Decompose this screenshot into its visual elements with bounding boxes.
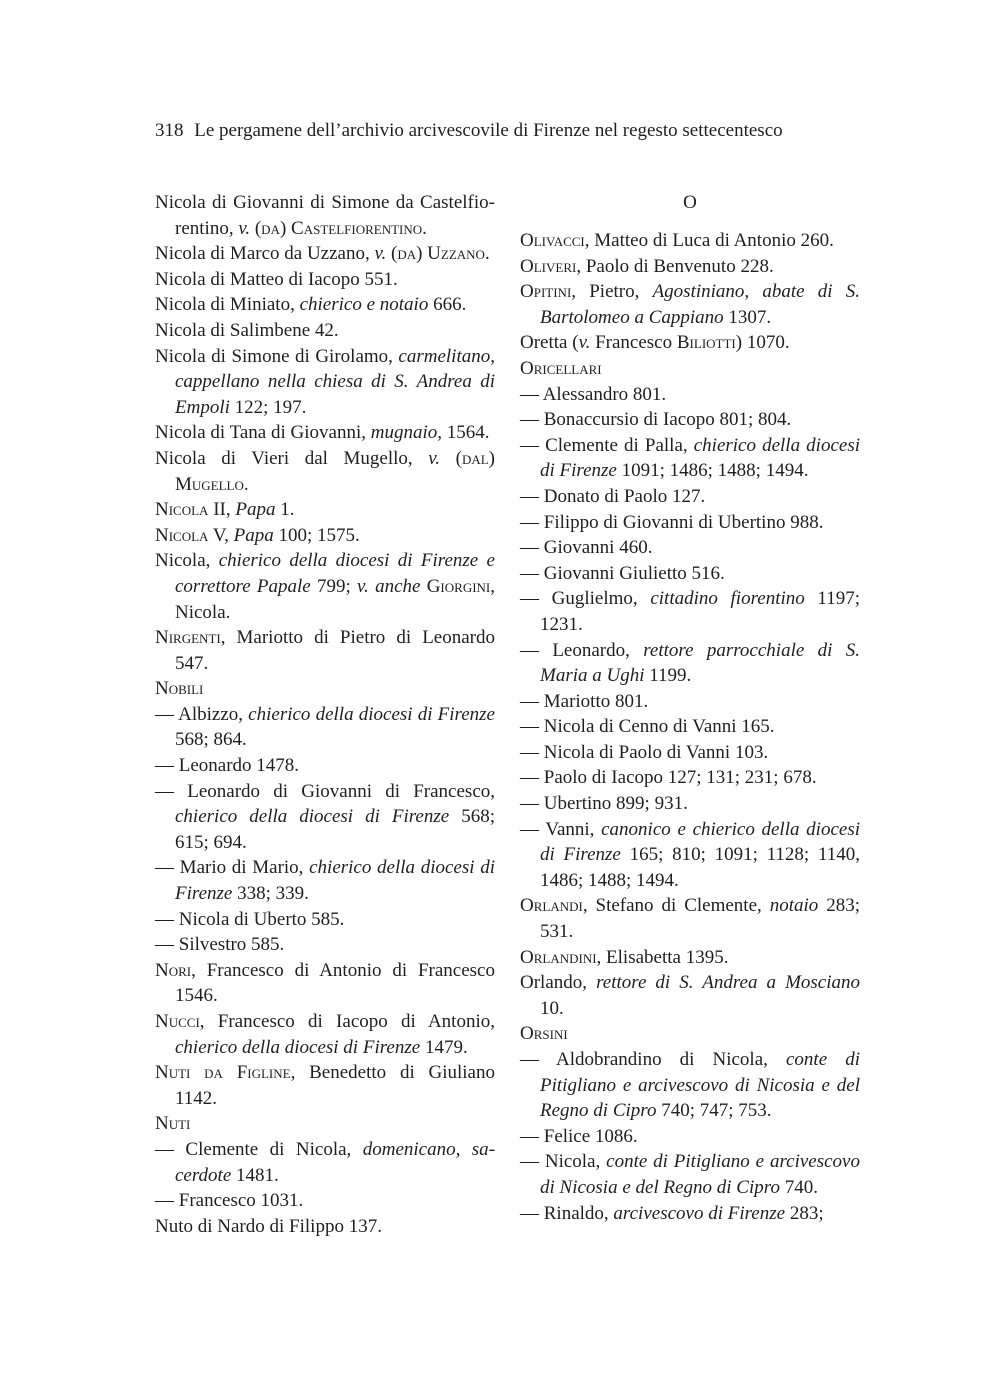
- index-entry: [155, 1060, 495, 1111]
- entry-qualifier: Papa: [233, 524, 274, 546]
- entry-text: — Mario di Mario,: [155, 857, 310, 879]
- entry-surname: Nobili: [155, 678, 204, 700]
- entry-surname: Orsini: [520, 1023, 568, 1045]
- index-entry: [520, 586, 860, 637]
- index-entry: [155, 267, 495, 293]
- index-entry: [520, 279, 860, 330]
- entry-surname: (da) Castelfiorentino: [250, 217, 423, 239]
- index-entry: [520, 1021, 860, 1047]
- entry-qualifier: canonico e chierico della diocesi di Firenze: [540, 818, 860, 866]
- entry-text: — Nicola,: [520, 1151, 607, 1173]
- index-entry: [155, 702, 495, 753]
- entry-qualifier: v.: [578, 332, 591, 354]
- entry-text: — Giovanni Giulietto 516.: [520, 562, 725, 584]
- entry-qualifier: v.: [374, 243, 387, 265]
- entry-text: , Mariotto di Pietro di Leonardo 547.: [175, 627, 495, 674]
- entry-qualifier: mugnaio,: [370, 422, 442, 444]
- entry-qualifier: chierico della diocesi di Firenze: [175, 806, 450, 828]
- entry-text: 100; 1575.: [273, 524, 360, 546]
- entry-surname: Opitini: [520, 281, 572, 303]
- entry-text: Nicola di Giovanni di Simone da Castelfiorentino,: [155, 192, 495, 239]
- entry-text: , Francesco di Antonio di Francesco 1546.: [175, 959, 495, 1007]
- entry-qualifier: v.: [428, 447, 441, 469]
- index-entry: [520, 970, 860, 1021]
- entry-text: — Bonaccursio di Iacopo 801; 804.: [520, 409, 792, 431]
- entry-qualifier: carmelitano, cappellano nella chiesa di S. Andrea di Empoli: [175, 345, 495, 418]
- entry-text: V,: [208, 524, 234, 546]
- index-entry: [520, 535, 860, 561]
- entry-text: Nuto di Nardo di Filippo 137.: [155, 1215, 382, 1237]
- entry-surname: Oliveri: [520, 255, 577, 277]
- entry-text: 165; 810; 1091; 1128; 1140, 1486; 1488; 1494.: [540, 844, 860, 891]
- entry-text: 568; 864.: [175, 729, 247, 751]
- index-entry: [155, 420, 495, 446]
- entry-text: .: [422, 217, 427, 239]
- entry-text: 338; 339.: [232, 883, 309, 905]
- entry-text: — Leonardo di Giovanni di Francesco,: [155, 780, 495, 802]
- entry-text: II,: [208, 499, 236, 521]
- entry-text: Oretta (: [520, 332, 579, 354]
- entry-surname: Nirgenti: [155, 627, 221, 649]
- entry-text: — Leonardo 1478.: [155, 755, 300, 777]
- running-title: Le pergamene dell’archivio arcivescovile di Firenze nel regesto settecentesco: [194, 120, 783, 141]
- entry-text: — Ubertino 899; 931.: [520, 793, 688, 815]
- entry-text: , Elisabetta 1395.: [596, 946, 729, 968]
- index-entry: [155, 1188, 495, 1214]
- index-entries-right: [520, 228, 860, 1226]
- running-header: [155, 120, 875, 142]
- entry-qualifier: chierico della diocesi di Firenze: [248, 703, 495, 725]
- entry-text: 1091; 1486; 1488; 1494.: [616, 460, 809, 482]
- index-entry: [520, 893, 860, 944]
- entry-surname: Nicola: [155, 499, 209, 521]
- entry-text: Nicola di Salimbene 42.: [155, 319, 339, 341]
- index-entry: [155, 753, 495, 779]
- entry-text: — Donato di Paolo 127.: [520, 485, 706, 507]
- entry-text: — Mariotto 801.: [520, 690, 649, 712]
- entry-surname: (da) Uzzano: [386, 243, 485, 265]
- index-entry: [155, 446, 495, 497]
- entry-text: — Nicola di Paolo di Vanni 103.: [520, 741, 769, 763]
- entry-surname: Orlandini: [520, 946, 597, 968]
- index-entry: [155, 1009, 495, 1060]
- entry-qualifier: conte di Pitigliano e arcivescovo di Nicosia e del Regno di Cipro: [540, 1049, 860, 1122]
- entry-text: 283;: [785, 1202, 824, 1224]
- entry-text: — Guglielmo,: [520, 588, 651, 610]
- entry-qualifier: chierico e notaio: [299, 294, 429, 316]
- entry-qualifier: conte di Pitigliano e arcivescovo di Nicosia e del Regno di Cipro: [540, 1151, 860, 1198]
- entry-text: 666.: [428, 294, 467, 316]
- index-entry: [155, 241, 495, 267]
- index-entry: [155, 497, 495, 523]
- index-entry: [520, 510, 860, 536]
- index-entry: [520, 1201, 860, 1227]
- index-entry: [520, 740, 860, 766]
- index-entry: [155, 855, 495, 906]
- entry-qualifier: arcivescovo di Firenze: [613, 1202, 786, 1224]
- entry-text: — Silvestro 585.: [155, 934, 285, 956]
- index-entry: [155, 676, 495, 702]
- index-entry: [155, 190, 495, 241]
- entry-text: — Francesco 1031.: [155, 1190, 304, 1212]
- entry-qualifier: v. anche: [357, 575, 421, 597]
- index-entry: [155, 292, 495, 318]
- index-entry: [520, 561, 860, 587]
- entry-text: — Filippo di Giovanni di Ubertino 988.: [520, 511, 824, 533]
- entry-text: 122; 197.: [229, 396, 307, 418]
- entry-text: Nicola di Matteo di Iacopo 551.: [155, 268, 398, 290]
- section-letter: O: [683, 192, 697, 213]
- entry-text: 799;: [310, 575, 358, 597]
- index-entry: [520, 714, 860, 740]
- index-entry: [155, 344, 495, 421]
- entry-text: 10.: [540, 997, 564, 1019]
- entry-text: 1.: [275, 499, 295, 521]
- entry-text: — Vanni,: [520, 818, 602, 840]
- entry-qualifier: chierico della diocesi di Firenze: [175, 1036, 421, 1058]
- entry-qualifier: rettore di S. Andrea a Mosciano: [596, 972, 860, 994]
- entry-surname: Nori: [155, 959, 192, 981]
- entry-qualifier: chierico della diocesi di Firenze: [175, 857, 495, 905]
- index-entry: [155, 625, 495, 676]
- entry-surname: Oricellari: [520, 357, 602, 379]
- index-entry: [520, 382, 860, 408]
- entry-surname: Nicola: [155, 524, 209, 546]
- index-entry: [520, 228, 860, 254]
- index-entry: [155, 958, 495, 1009]
- entry-qualifier: cittadino fiorentino: [650, 588, 805, 610]
- entry-surname: Giorgini: [426, 575, 491, 597]
- index-entry: [520, 791, 860, 817]
- entry-qualifier: rettore parrocchiale di S. Maria a Ughi: [540, 639, 860, 687]
- page-number: 318: [155, 120, 184, 141]
- index-column-right: [520, 190, 860, 1226]
- entry-text: Nicola di Tana di Giovanni,: [155, 422, 371, 444]
- entry-text: 740; 747; 753.: [656, 1100, 772, 1122]
- entry-text: 1199.: [644, 665, 692, 687]
- index-entry: [155, 932, 495, 958]
- entry-text: 283; 531.: [540, 895, 860, 943]
- index-entry: [520, 484, 860, 510]
- index-entry: [520, 254, 860, 280]
- entry-text: — Paolo di Iacopo 127; 131; 231; 678.: [520, 767, 817, 789]
- index-entry: [155, 1137, 495, 1188]
- entry-text: Nicola di Simone di Girolamo,: [155, 345, 399, 367]
- index-entry: [155, 779, 495, 856]
- entry-text: — Rinaldo,: [520, 1202, 614, 1224]
- entry-text: 740.: [779, 1176, 818, 1198]
- index-entry: [520, 689, 860, 715]
- entry-text: — Leonardo,: [520, 639, 644, 661]
- entry-text: 1479.: [420, 1036, 468, 1058]
- entry-text: , Francesco di Iacopo di Antonio,: [199, 1011, 495, 1032]
- entry-text: — Clemente di Palla,: [520, 434, 694, 456]
- entry-text: — Felice 1086.: [520, 1125, 638, 1147]
- entry-text: , Nicola.: [175, 575, 495, 623]
- entry-qualifier: Agostiniano, abate di S. Bartolomeo a Cappiano: [540, 281, 861, 328]
- entry-text: 1307.: [723, 306, 772, 328]
- entry-text: 1564.: [441, 422, 490, 444]
- entry-text: 568; 615; 694.: [175, 806, 495, 853]
- index-column-left: [155, 190, 495, 1239]
- index-entry: [155, 1214, 495, 1240]
- index-entry: [155, 318, 495, 344]
- entry-text: — Nicola di Uberto 585.: [155, 908, 345, 930]
- entry-text: .: [243, 473, 249, 495]
- index-entry: [155, 1111, 495, 1137]
- index-entry: [520, 1124, 860, 1150]
- entry-text: , Benedetto di Giuliano 1142.: [175, 1062, 495, 1109]
- index-entry: [520, 407, 860, 433]
- entry-qualifier: Papa: [235, 499, 276, 521]
- entry-text: — Alessandro 801.: [520, 383, 667, 405]
- entry-text: Nicola di Marco da Uzzano,: [155, 243, 375, 265]
- entry-qualifier: domenicano, sacerdote: [175, 1138, 496, 1186]
- entry-surname: Olivacci: [520, 230, 585, 251]
- entry-text: Orlando,: [520, 972, 597, 994]
- entry-text: Nicola di Miniato,: [155, 294, 300, 316]
- index-entry: [520, 330, 860, 356]
- index-entry: [155, 548, 495, 625]
- index-entry: [520, 765, 860, 791]
- entry-text: 1197; 1231.: [540, 588, 860, 635]
- entry-text: , Pietro,: [571, 281, 653, 303]
- entry-qualifier: chierico della diocesi di Firenze e correttore Papale: [175, 550, 495, 597]
- entry-text: ) 1070.: [735, 332, 790, 354]
- entry-text: — Albizzo,: [155, 703, 249, 725]
- entry-surname: Nucci: [155, 1011, 200, 1032]
- entry-surname: Biliotti: [676, 332, 736, 354]
- index-entry: [520, 356, 860, 382]
- index-entry: [520, 1047, 860, 1124]
- entry-text: — Clemente di Nicola,: [155, 1138, 363, 1160]
- entry-text: .: [484, 243, 490, 265]
- index-entry: [520, 638, 860, 689]
- index-entry: [155, 523, 495, 549]
- entry-text: Francesco: [590, 332, 677, 354]
- entry-surname: Nuti da Figline: [155, 1062, 291, 1084]
- entry-text: , Paolo di Benvenuto 228.: [576, 255, 774, 277]
- index-entry: [520, 433, 860, 484]
- entry-surname: Nuti: [155, 1113, 191, 1135]
- entry-text: Nicola,: [155, 550, 219, 572]
- entry-text: Nicola di Vieri dal Mugello,: [155, 447, 429, 469]
- index-entry: [520, 945, 860, 971]
- entry-text: , Stefano di Clemente,: [582, 895, 770, 917]
- entry-text: , Matteo di Luca di Antonio 260.: [584, 230, 834, 251]
- entry-text: 1481.: [231, 1164, 279, 1186]
- entry-surname: (dal) Mugello: [175, 447, 496, 495]
- index-entry: [520, 817, 860, 894]
- entry-qualifier: chierico della diocesi di Firenze: [540, 434, 860, 482]
- entry-text: — Aldobrandino di Nicola,: [520, 1049, 786, 1070]
- entry-qualifier: v.: [238, 217, 251, 239]
- entry-text: — Giovanni 460.: [520, 537, 653, 559]
- index-entry: [520, 1149, 860, 1200]
- entry-surname: Orlandi: [520, 895, 583, 917]
- index-entry: [155, 907, 495, 933]
- entry-text: — Nicola di Cenno di Vanni 165.: [520, 716, 775, 738]
- entry-qualifier: notaio: [769, 895, 819, 917]
